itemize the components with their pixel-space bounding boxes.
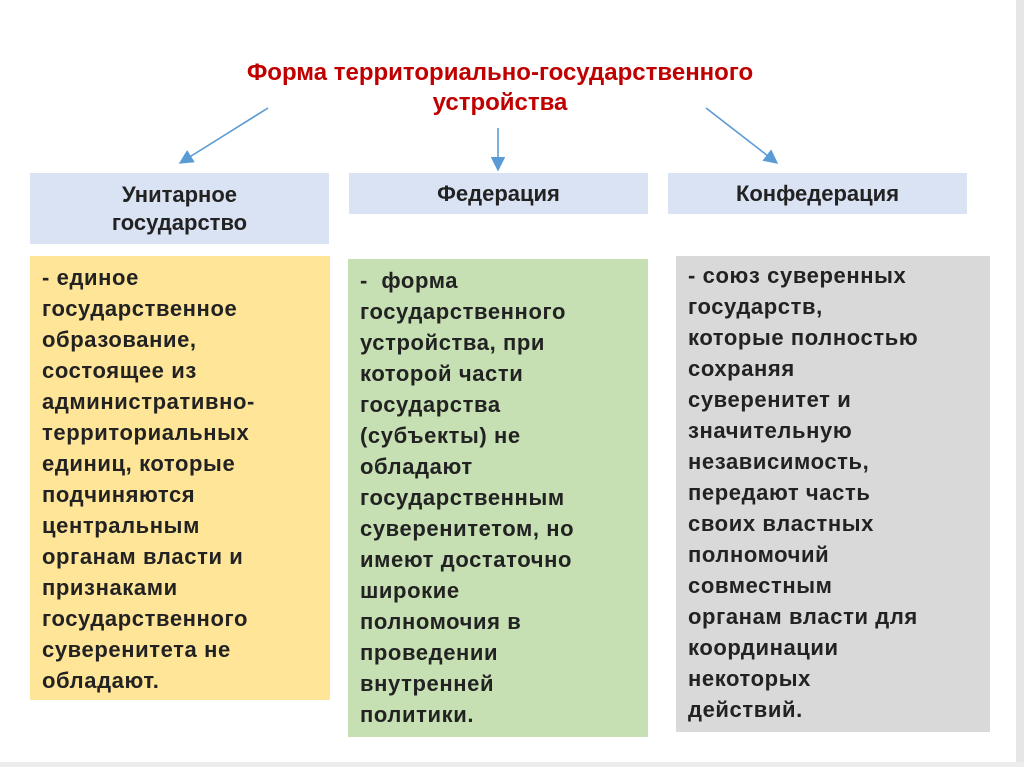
description-line: государственного <box>42 606 248 631</box>
description-line: которые полностью <box>688 325 919 350</box>
description-line: суверенитет и <box>688 387 852 412</box>
description-line: органам власти для <box>688 604 918 629</box>
description-line: государства <box>360 392 501 417</box>
title-line-2: устройства <box>432 89 568 116</box>
heading-federation <box>349 173 648 214</box>
description-line: передают часть <box>688 480 871 505</box>
description-line: центральным <box>42 513 200 538</box>
heading-unitary <box>30 173 329 244</box>
description-line: (субъекты) не <box>360 423 521 448</box>
description-line: суверенитета не <box>42 637 231 662</box>
description-line: государственное <box>42 296 238 321</box>
description-line: политики. <box>360 702 475 727</box>
heading-confederation <box>668 173 967 214</box>
description-line: государств, <box>688 294 823 319</box>
description-line: государственным <box>360 485 565 510</box>
description-line: действий. <box>688 697 803 722</box>
description-line: некоторых <box>688 666 811 691</box>
description-line: - форма <box>360 268 459 293</box>
description-line: образование, <box>42 327 197 352</box>
description-line: внутренней <box>360 671 495 696</box>
description-line: единиц, которые <box>42 451 236 476</box>
heading-federation-line-1: Федерация <box>437 180 560 206</box>
description-line: полномочия в <box>360 609 522 634</box>
description-line: полномочий <box>688 542 830 567</box>
description-unitary <box>30 256 330 700</box>
description-line: обладают <box>360 454 473 479</box>
heading-unitary-line-1: Унитарное <box>121 181 238 207</box>
description-line: которой части <box>360 361 524 386</box>
description-line: - единое <box>42 265 139 290</box>
title-line-1: Форма территориально-государственного <box>246 59 754 86</box>
description-line: территориальных <box>42 420 250 445</box>
description-line: имеют достаточно <box>360 547 572 572</box>
description-line: своих властных <box>688 511 874 536</box>
description-line: подчиняются <box>42 482 196 507</box>
description-line: государственного <box>360 299 566 324</box>
description-line: сохраняя <box>688 356 795 381</box>
description-line: проведении <box>360 640 499 665</box>
arrow-to-confederation <box>706 108 777 163</box>
description-line: обладают. <box>42 668 160 693</box>
description-line: - союз суверенных <box>688 263 907 288</box>
heading-unitary-line-2: государство <box>111 209 248 235</box>
description-confederation <box>676 256 990 732</box>
description-line: значительную <box>688 418 853 443</box>
description-line: устройства, при <box>360 330 546 355</box>
description-line: органам власти и <box>42 544 244 569</box>
description-line: состоящее из <box>42 358 197 383</box>
heading-confederation-line-1: Конфедерация <box>735 180 900 206</box>
description-line: независимость, <box>688 449 870 474</box>
description-line: широкие <box>360 578 460 603</box>
description-line: суверенитетом, но <box>360 516 575 541</box>
description-line: совместным <box>688 573 833 598</box>
description-federation <box>348 259 648 737</box>
description-line: координации <box>688 635 839 660</box>
description-line: административно- <box>42 389 255 414</box>
description-line: признаками <box>42 575 178 600</box>
arrow-to-unitary <box>180 108 268 163</box>
